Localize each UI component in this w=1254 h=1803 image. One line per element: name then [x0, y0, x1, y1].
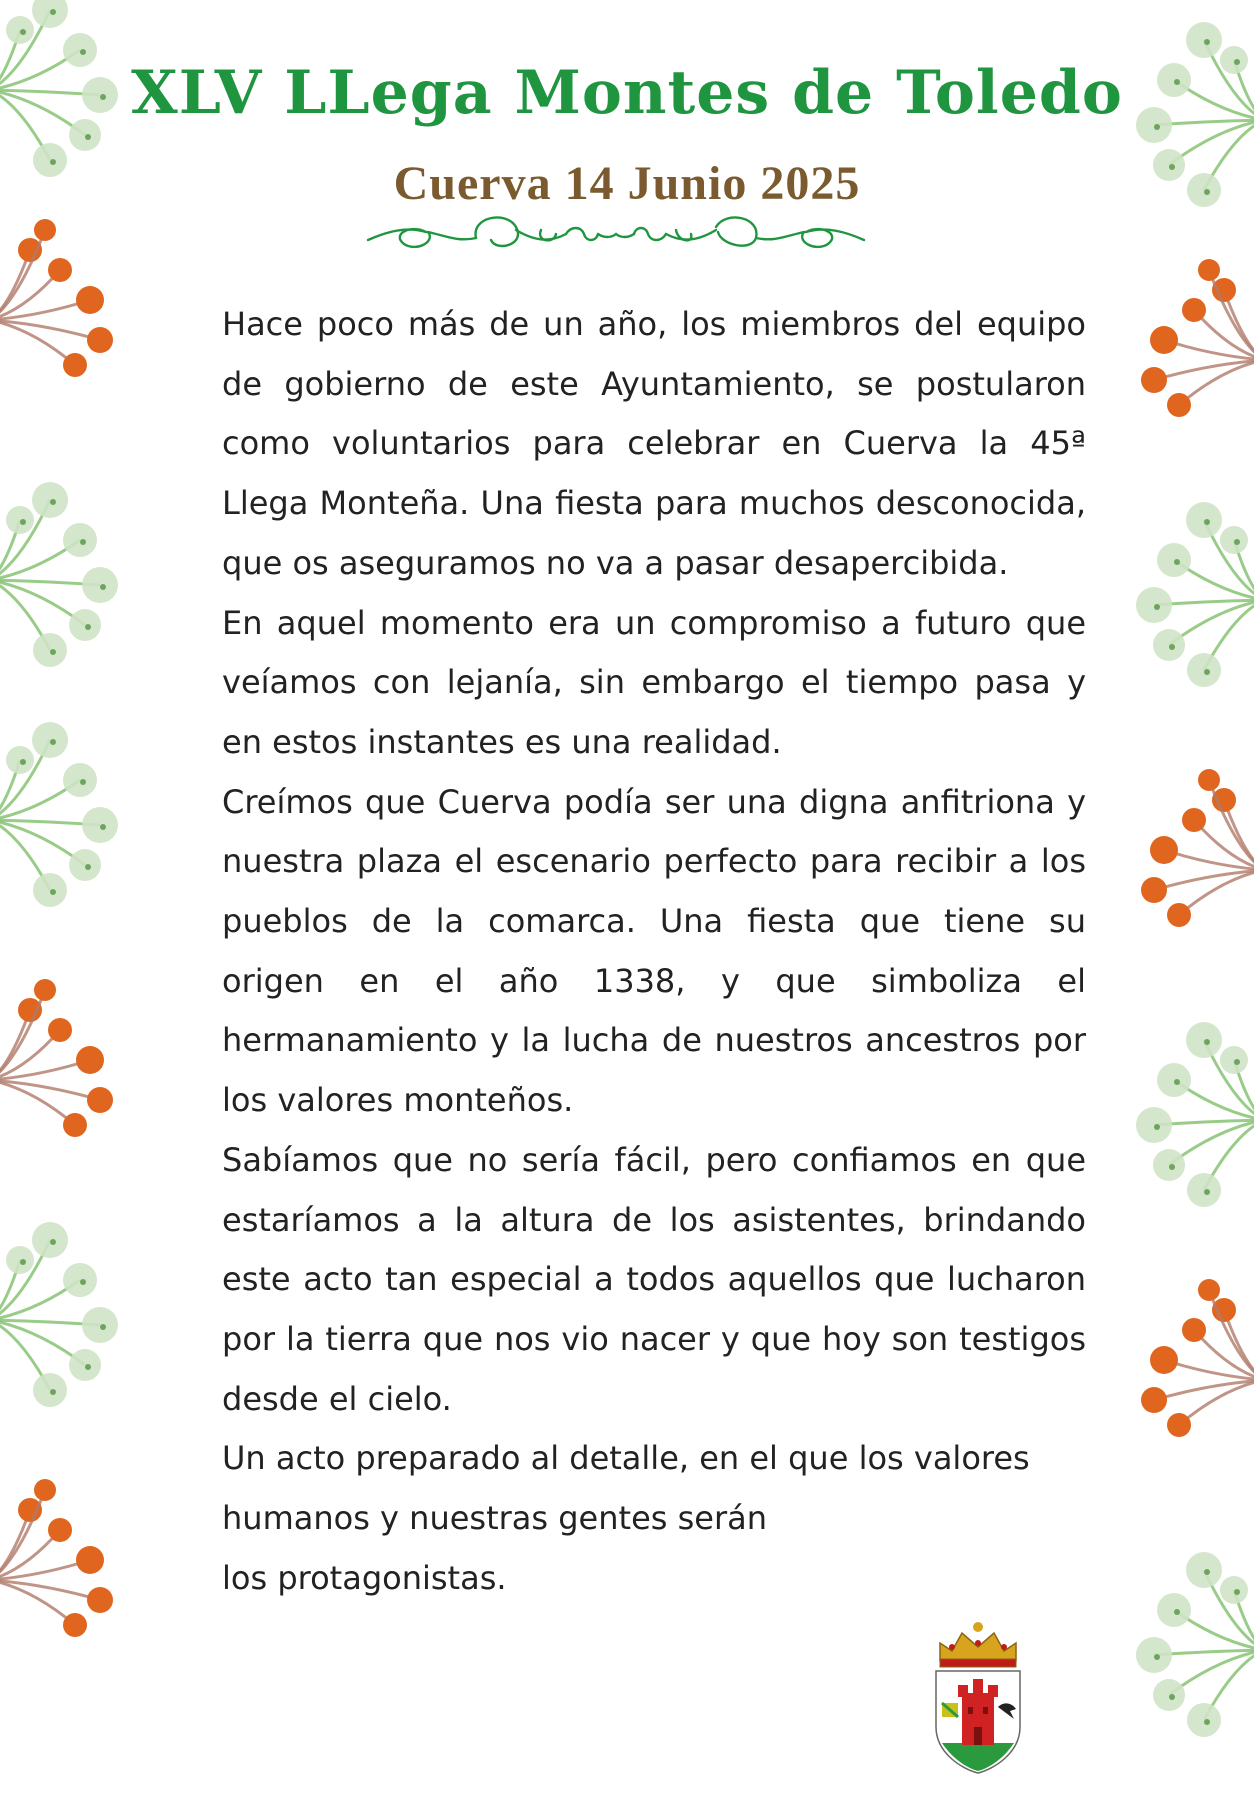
closing-line-2: humanos y nuestras gentes serán [222, 1499, 767, 1538]
paragraph-1: Hace poco más de un año, los miembros del equipo de gobierno de este Ayuntamiento, se postularon como voluntarios para celebrar en Cuerva la 45ª Llega Monteña. Una fiesta para muchos desconocida, que os aseguramos no va a pasar desapercibida. [222, 305, 1086, 582]
orange-berry-branch-icon [1141, 1279, 1254, 1437]
orange-berry-branch-icon [1141, 259, 1254, 417]
municipal-coat-of-arms-icon [932, 1615, 1024, 1775]
closing-line-1: Un acto preparado al detalle, en el que los valores [222, 1439, 1030, 1478]
event-date-location: Cuerva 14 Junio 2025 [393, 157, 861, 210]
green-flower-branch-icon [0, 482, 118, 667]
orange-berry-branch-icon [0, 979, 113, 1137]
orange-berry-branch-icon [0, 1479, 113, 1637]
letter-body [222, 295, 1086, 1608]
orange-berry-branch-icon [0, 219, 113, 377]
closing-line-3: los protagonistas. [222, 1558, 507, 1597]
green-flower-branch-icon [1136, 1022, 1254, 1207]
green-flower-branch-icon [1136, 502, 1254, 687]
floral-border-left [0, 0, 190, 1803]
page-title: XLV LLega Montes de Toledo [131, 58, 1123, 128]
floral-border-right [1064, 0, 1254, 1803]
paragraph-3: Creímos que Cuerva podía ser una digna anfitriona y nuestra plaza el escenario perfecto para recibir a los pueblos de la comarca. Una fiesta que tiene su origen en el año 1338, y que simboliza el hermanamiento y la lucha de nuestros ancestros por los valores monteños. [222, 782, 1086, 1120]
closing-paragraph [222, 1429, 1086, 1608]
paragraph-2: En aquel momento era un compromiso a futuro que veíamos con lejanía, sin embargo el tiempo pasa y en estos instantes es una realidad. [222, 603, 1086, 761]
green-flower-branch-icon [0, 1222, 118, 1407]
orange-berry-branch-icon [1141, 769, 1254, 927]
green-flower-branch-icon [1136, 1552, 1254, 1737]
paragraph-4: Sabíamos que no sería fácil, pero confiamos en que estaríamos a la altura de los asistentes, brindando este acto tan especial a todos aquellos que lucharon por la tierra que nos vio nacer y que hoy son testigos desde el cielo. [222, 1140, 1086, 1418]
green-flower-branch-icon [0, 722, 118, 907]
scroll-divider-icon [366, 212, 866, 262]
